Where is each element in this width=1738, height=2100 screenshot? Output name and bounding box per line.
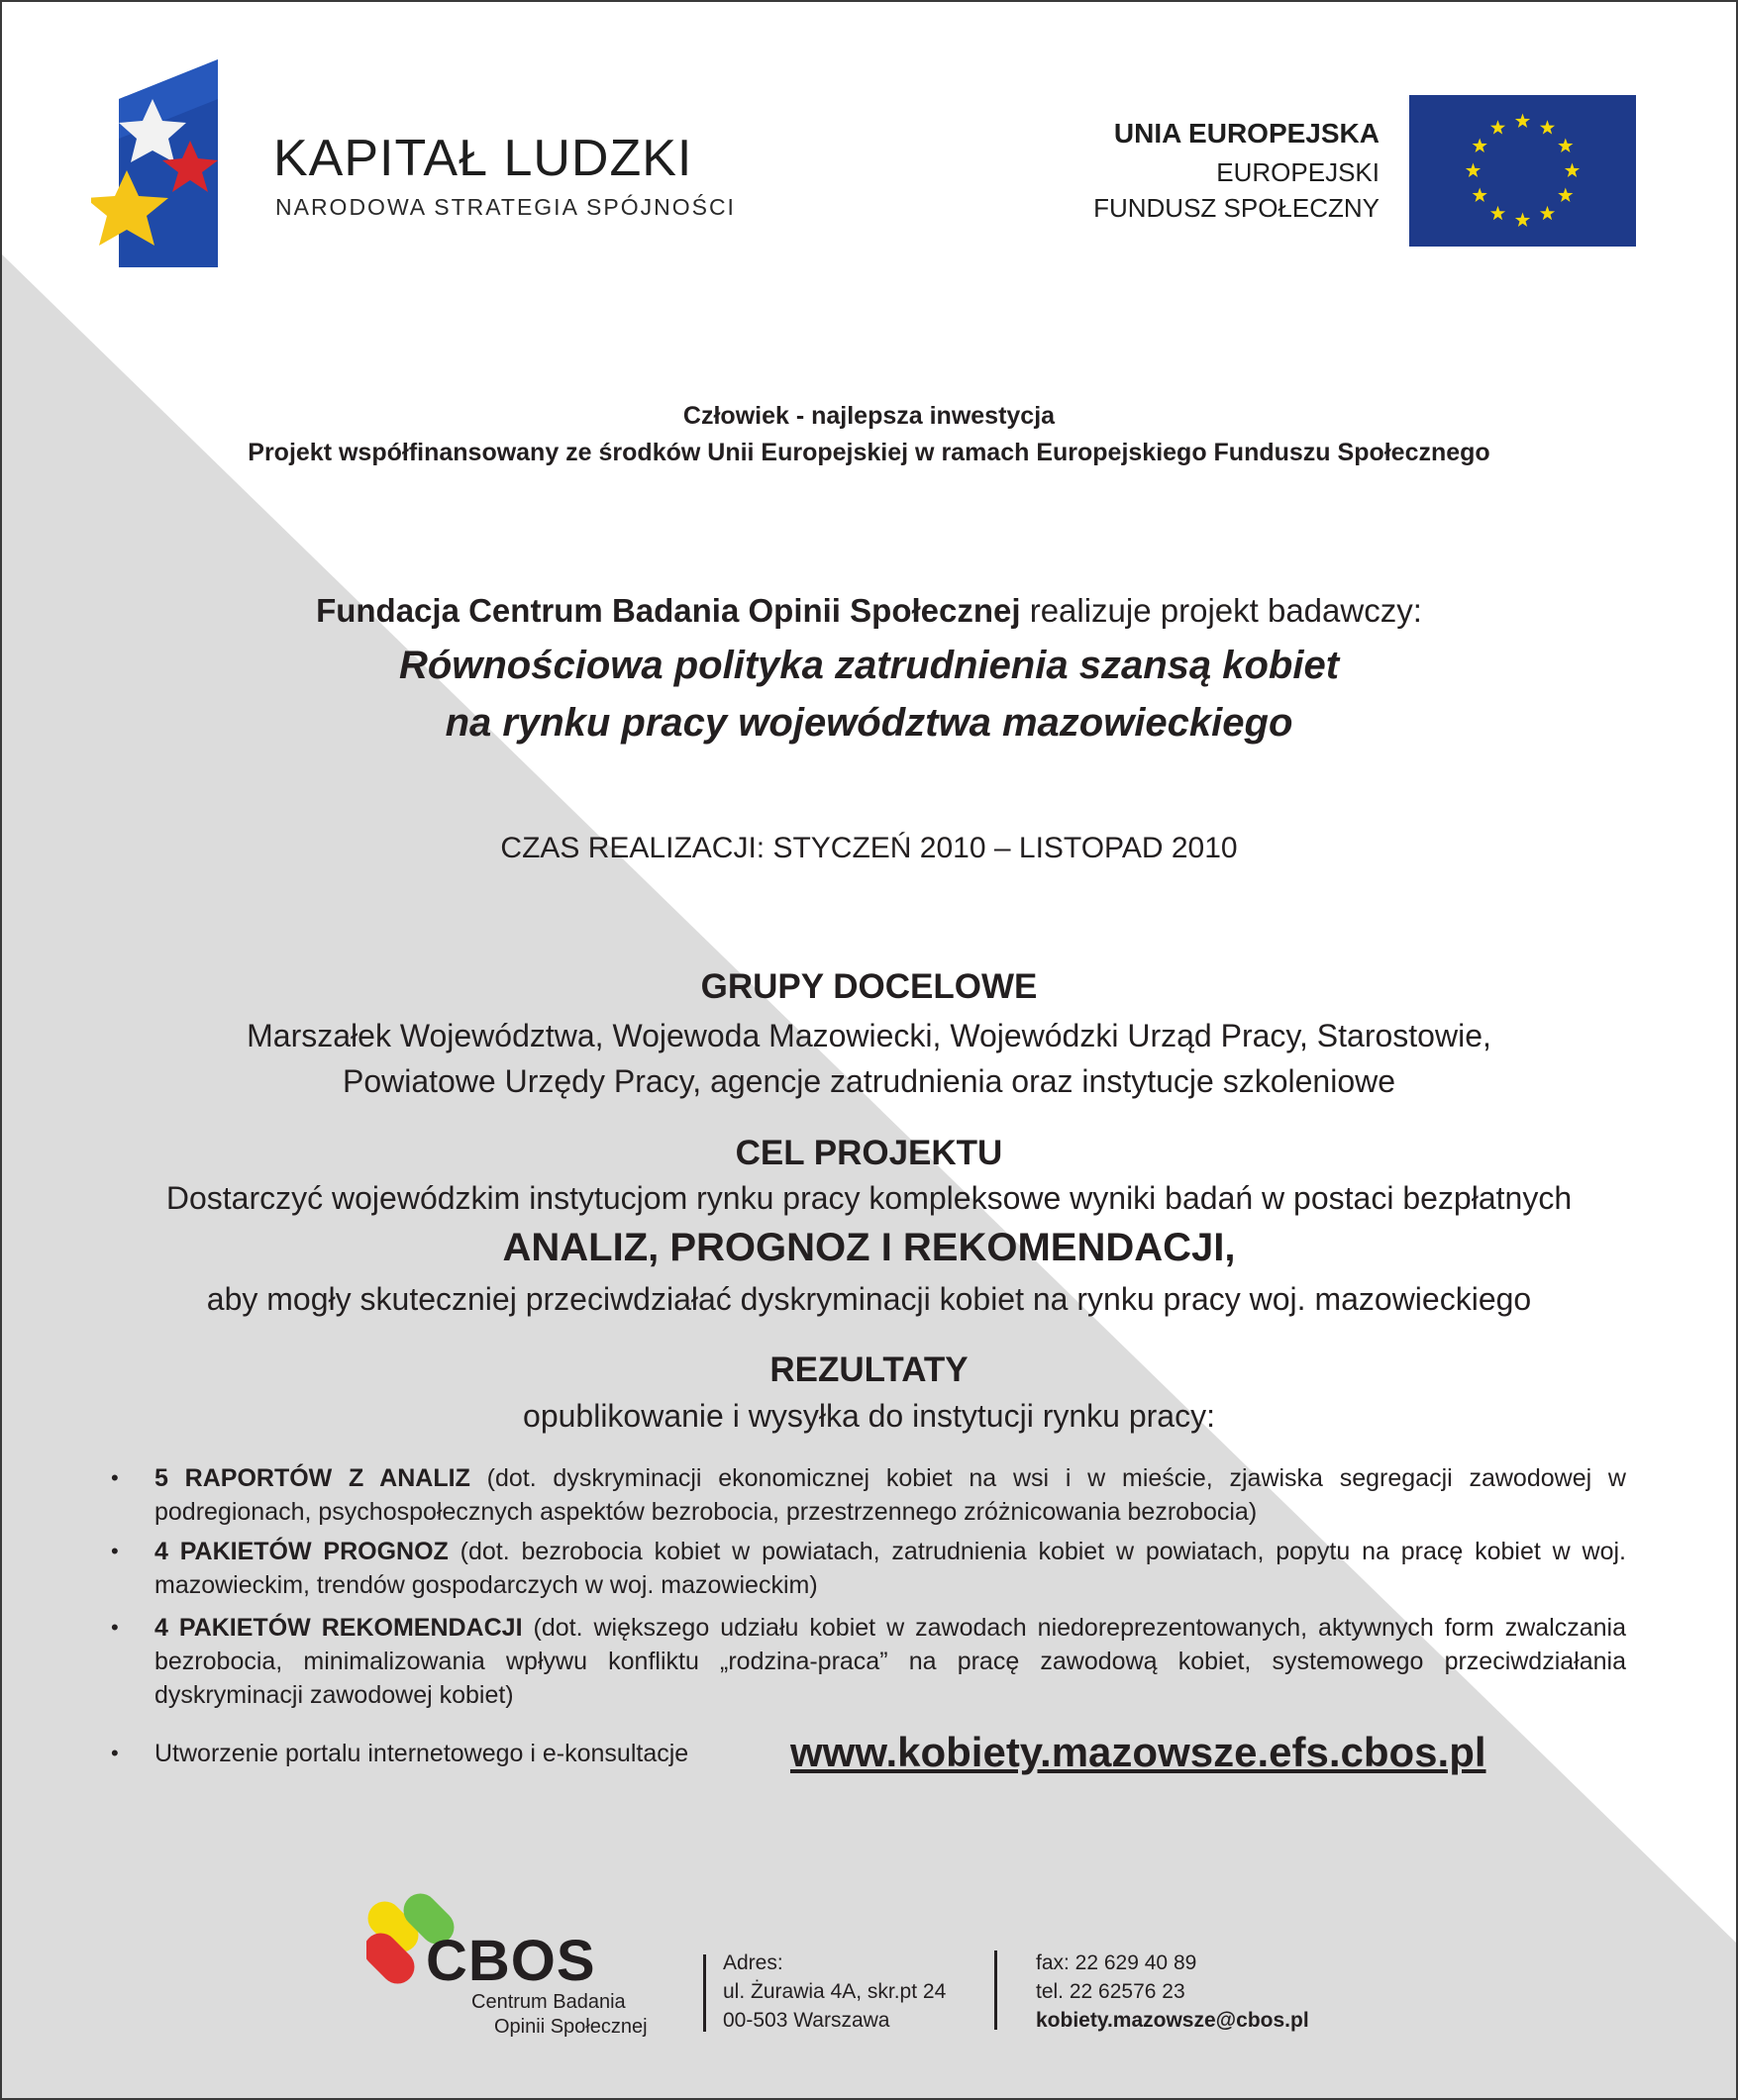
result-item [111,1611,1626,1712]
result-item-text: (dot. dyskryminacji ekonomicznej kobiet na wsi i w mieście, zjawiska segregacji zawodowej w podregionach, psychospołecznych aspektów bezrobocia, przestrzennego zróżnicowania bezrobocia) [154,1464,1626,1526]
result-item-text: Utworzenie portalu internetowego i e-konsultacje [154,1740,689,1767]
project-title-line1: Równościowa polityka zatrudnienia szansą kobiet [398,644,1340,687]
result-item-text: (dot. większego udziału kobiet w zawodach niedoreprezentowanych, aktywnych form zwalczania bezrobocia, minimalizowania wpływu konfliktu „rodzina-praca” na pracę zawodową kobiet, systemowego przeciwdziałania dyskryminacji zawodowej kobiet) [154,1614,1626,1709]
goal-heading: CEL PROJEKTU [735,1134,1003,1172]
kapital-ludzki-subtitle: NARODOWA STRATEGIA SPÓJNOŚCI [275,194,736,220]
result-item-bold: 4 PAKIETÓW REKOMENDACJI [154,1614,523,1642]
phone-number: tel. 22 62576 23 [1036,1980,1185,2003]
eu-flag-icon [1409,95,1636,247]
goal-line3: aby mogły skuteczniej przeciwdziałać dyskryminacji kobiet na rynku pracy woj. mazowieckiego [206,1281,1532,1317]
groups-line1: Marszałek Województwa, Wojewoda Mazowiecki, Wojewódzki Urząd Pracy, Starostowie, [247,1018,1491,1053]
eu-fund-line2: FUNDUSZ SPOŁECZNY [1093,193,1380,223]
result-item [111,1461,1626,1529]
goal-line1: Dostarczyć wojewódzkim instytucjom rynku pracy kompleksowe wyniki badań w postaci bezpłatnych [165,1180,1573,1216]
email-link[interactable]: kobiety.mazowsze@cbos.pl [1036,2009,1309,2032]
result-item [111,1535,1626,1602]
motto: Człowiek - najlepsza inwestycja [682,402,1056,430]
divider [703,1954,706,2032]
results-intro: opublikowanie i wysyłka do instytucji rynku pracy: [523,1398,1215,1434]
intro-rest: realizuje projekt badawczy: [1020,592,1422,629]
result-item-text: (dot. bezrobocia kobiet w powiatach, zatrudnienia kobiet w powiatach, popytu na pracę kobiet w woj. mazowieckim, trendów gospodarczych w woj. mazowieckim) [154,1538,1626,1599]
address-label: Adres: [723,1951,783,1974]
bullet: • [111,1615,119,1640]
timeframe: CZAS REALIZACJI: STYCZEŃ 2010 – LISTOPAD 2010 [500,832,1238,864]
bullet: • [111,1539,119,1563]
cbos-subtitle-line1: Centrum Badania [471,1991,626,2013]
bullet: • [111,1741,119,1765]
bullet: • [111,1465,119,1490]
cofinancing-note: Projekt współfinansowany ze środków Unii Europejskiej w ramach Europejskiego Funduszu Społecznego [248,439,1490,466]
cbos-name: CBOS [426,1929,596,1993]
contact-block [1036,1949,1309,2035]
groups-line2: Powiatowe Urzędy Pracy, agencje zatrudnienia oraz instytucje szkoleniowe [342,1063,1396,1099]
result-item-bold: 4 PAKIETÓW PROGNOZ [154,1538,449,1565]
project-title-line2: na rynku pracy województwa mazowieckiego [445,701,1293,745]
address-city: 00-503 Warszawa [723,2009,890,2032]
result-item-bold: 5 RAPORTÓW Z ANALIZ [154,1464,470,1492]
eu-fund-line1: EUROPEJSKI [1216,157,1380,187]
results-heading: REZULTATY [769,1350,969,1389]
goal-line2: ANALIZ, PROGNOZ I REKOMENDACJI, [502,1226,1236,1269]
kapital-ludzki-logo-icon [91,59,230,272]
portal-link[interactable]: www.kobiety.mazowsze.efs.cbos.pl [790,1729,1486,1775]
eu-title: UNIA EUROPEJSKA [1113,118,1380,149]
groups-heading: GRUPY DOCELOWE [700,967,1038,1006]
address-block [723,1949,946,2035]
divider [994,1950,997,2030]
fax-number: fax: 22 629 40 89 [1036,1951,1197,1974]
address-street: ul. Żurawia 4A, skr.pt 24 [723,1980,947,2003]
intro-line [2,592,1736,630]
organization-name: Fundacja Centrum Badania Opinii Społecznej [316,592,1021,629]
cbos-subtitle-line2: Opinii Społecznej [494,2016,648,2038]
kapital-ludzki-title: KAPITAŁ LUDZKI [273,130,693,187]
